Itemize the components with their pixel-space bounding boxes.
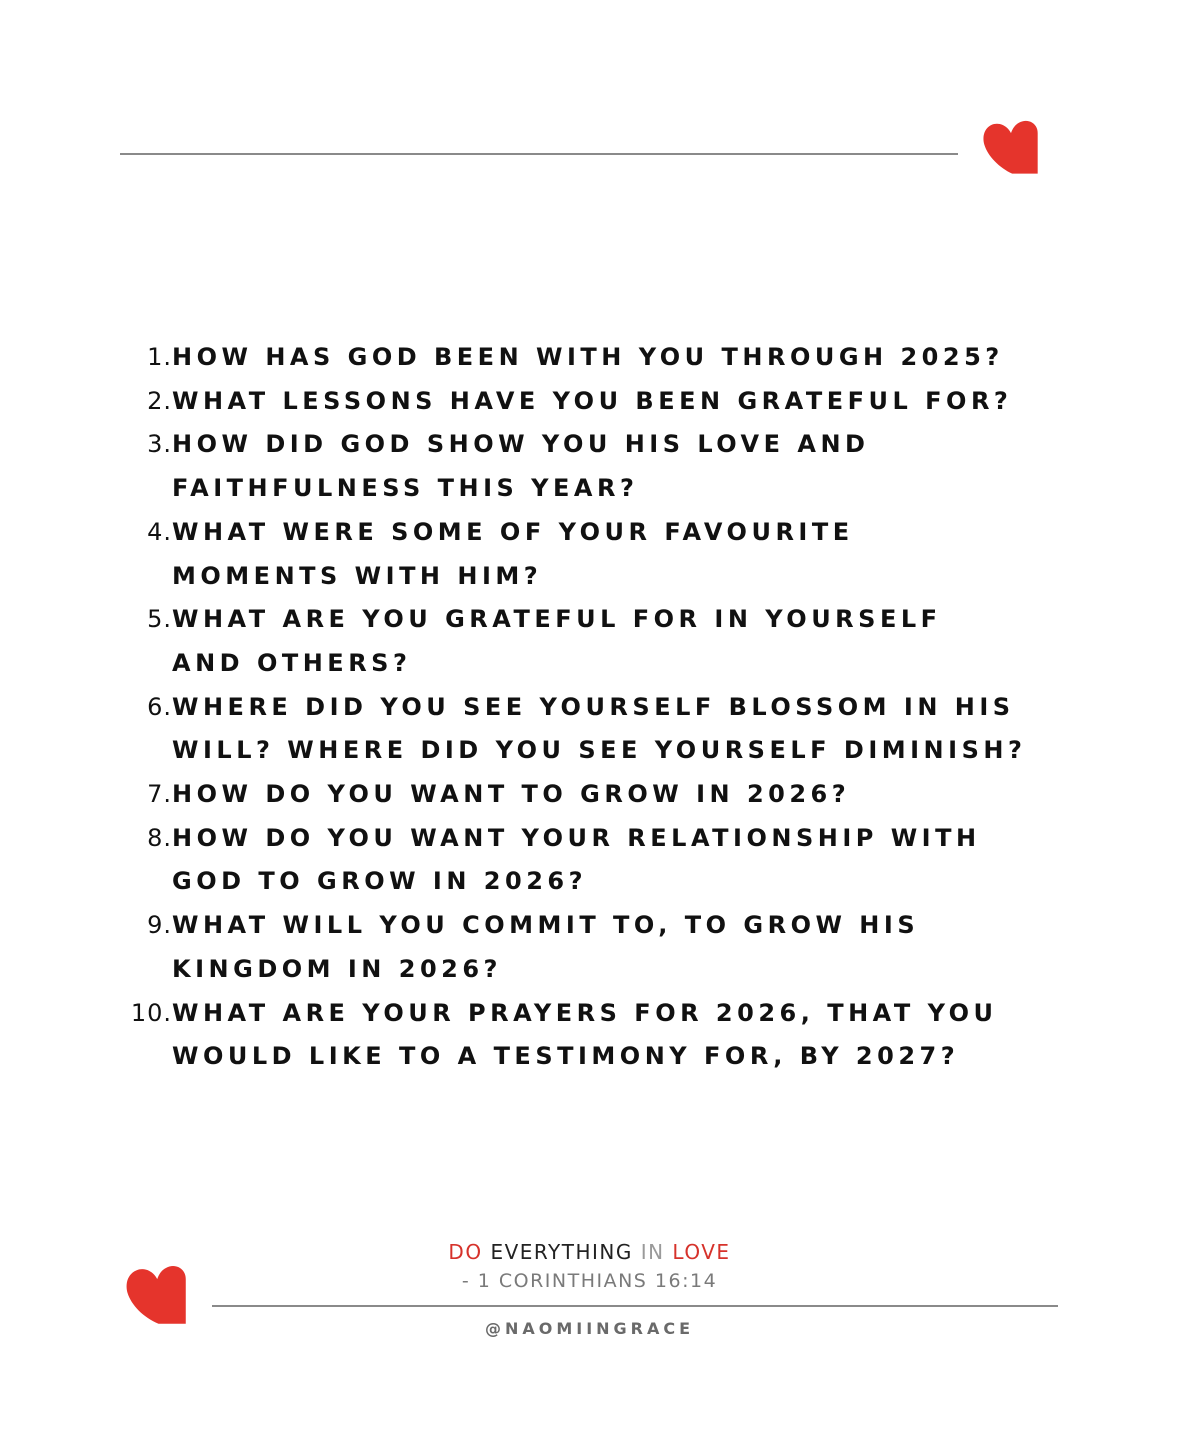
question-text: WHAT WERE SOME OF YOUR FAVOURITE MOMENTS WITH HIM? — [172, 517, 854, 590]
social-handle: @NAOMIINGRACE — [484, 1319, 695, 1338]
list-item — [110, 817, 1025, 904]
verse-word-love: LOVE — [672, 1240, 731, 1264]
question-text: WHAT ARE YOU GRATEFUL FOR IN YOURSELF AND OTHERS? — [172, 605, 942, 677]
verse-line — [0, 1240, 1179, 1264]
question-number: 10. — [130, 998, 172, 1027]
question-text: HOW DID GOD SHOW YOU HIS LOVE AND FAITHFULNESS THIS YEAR? — [172, 430, 870, 503]
list-item — [110, 598, 980, 685]
top-divider — [120, 153, 958, 155]
list-item — [110, 380, 1070, 424]
verse-word-everything: EVERYTHING — [490, 1240, 633, 1264]
question-text: WHAT ARE YOUR PRAYERS FOR 2026, THAT YOU WOULD LIKE TO A TESTIMONY FOR, BY 2027? — [172, 998, 998, 1071]
list-item — [110, 423, 900, 510]
list-item — [110, 336, 1070, 380]
question-text: HOW DO YOU WANT YOUR RELATIONSHIP WITH GOD TO GROW IN 2026? — [172, 823, 981, 896]
bottom-divider — [212, 1305, 1058, 1307]
question-number: 9. — [147, 911, 172, 940]
question-number: 4. — [147, 517, 172, 546]
heart-icon — [982, 118, 1040, 176]
question-number: 1. — [147, 343, 172, 371]
question-text: HOW HAS GOD BEEN WITH YOU THROUGH 2025? — [172, 343, 1004, 371]
heart-icon — [125, 1263, 187, 1325]
verse-word-in: IN — [640, 1240, 665, 1264]
verse-word-do: DO — [448, 1240, 483, 1264]
question-number: 5. — [147, 605, 172, 634]
question-text: WHAT LESSONS HAVE YOU BEEN GRATEFUL FOR? — [172, 386, 1013, 415]
question-text: HOW DO YOU WANT TO GROW IN 2026? — [172, 780, 851, 809]
question-number: 7. — [147, 780, 172, 809]
list-item — [110, 773, 1070, 817]
question-number: 6. — [147, 692, 172, 721]
question-text: WHAT WILL YOU COMMIT TO, TO GROW HIS KINGDOM IN 2026? — [172, 911, 920, 983]
question-number: 2. — [147, 386, 172, 415]
list-item — [110, 511, 900, 598]
question-text: WHERE DID YOU SEE YOURSELF BLOSSOM IN HIS WILL? WHERE DID YOU SEE YOURSELF DIMINISH? — [172, 692, 1027, 765]
list-item — [110, 686, 1055, 773]
question-number: 3. — [147, 430, 172, 459]
reflection-questions-list — [110, 336, 1070, 1079]
question-number: 8. — [147, 823, 172, 852]
list-item — [110, 992, 1045, 1079]
list-item — [110, 904, 950, 991]
verse-reference: - 1 CORINTHIANS 16:14 — [461, 1270, 718, 1292]
